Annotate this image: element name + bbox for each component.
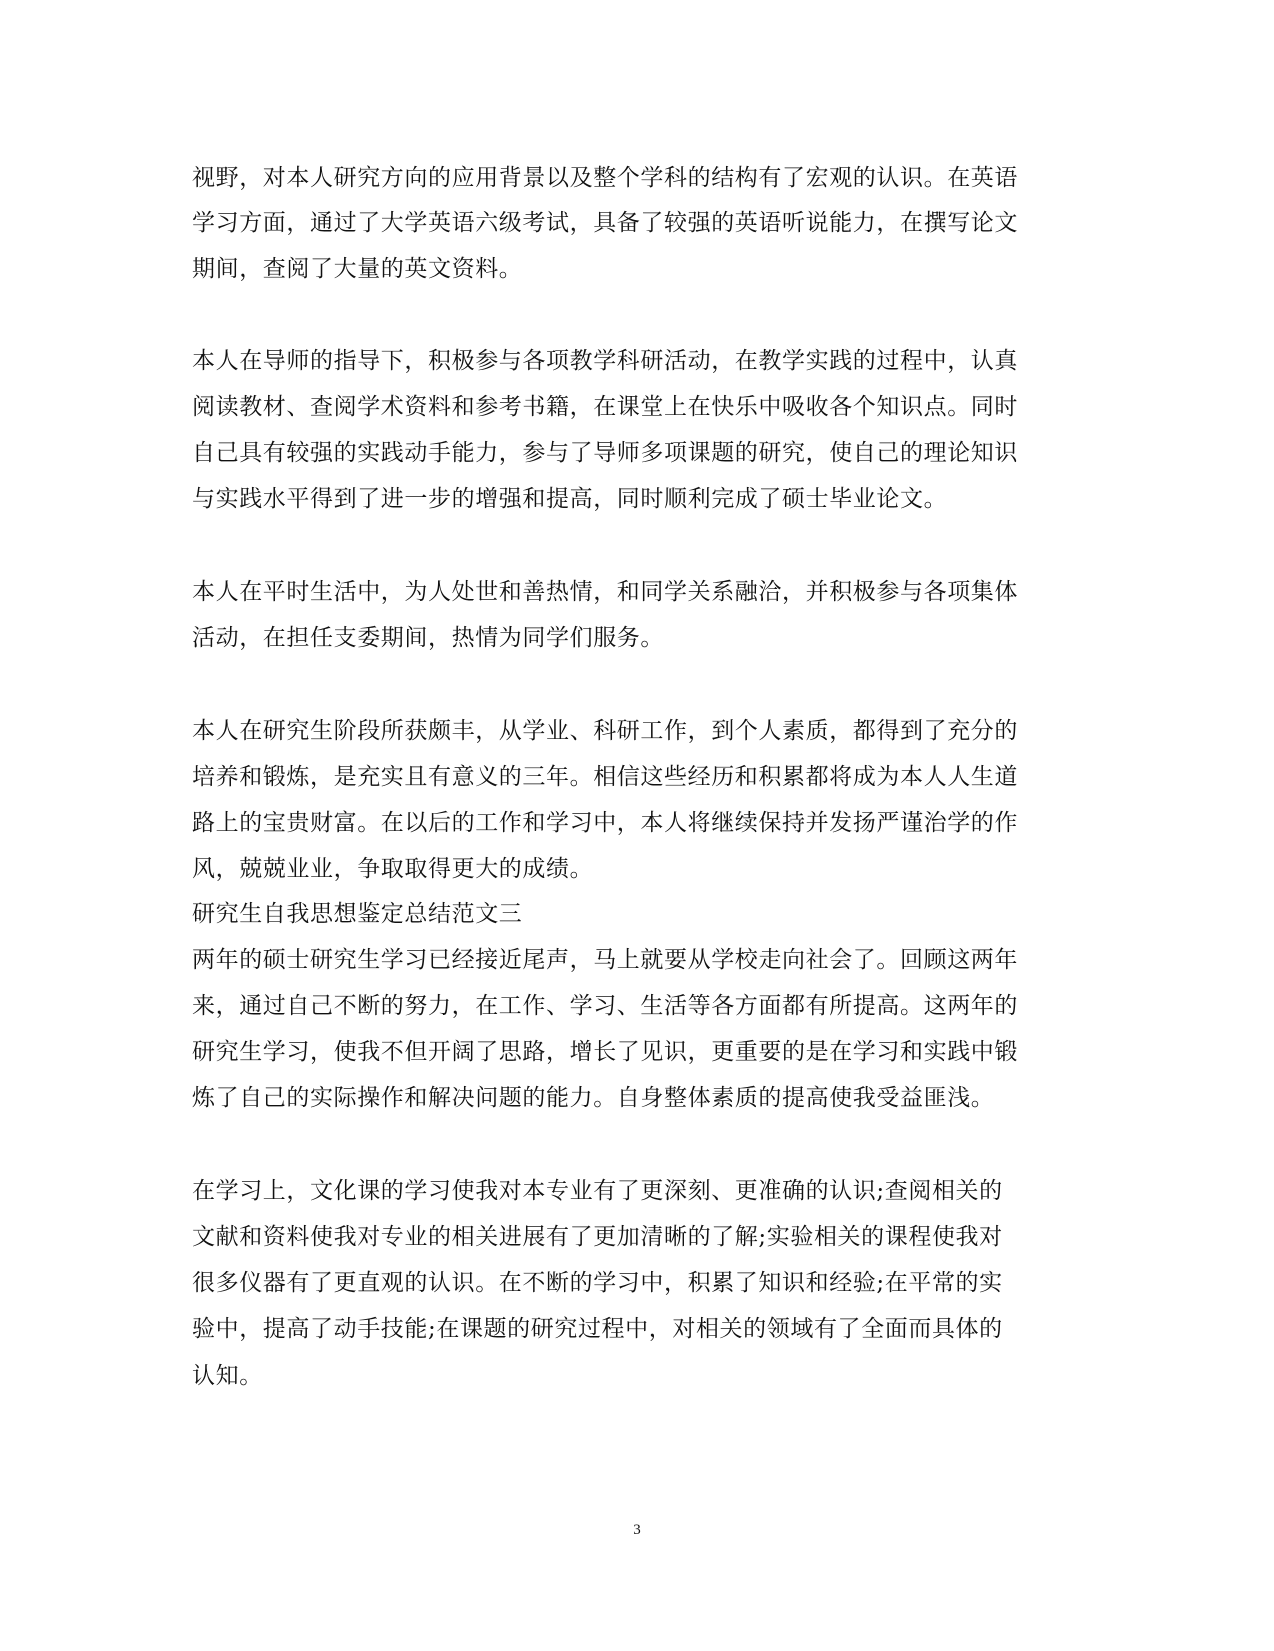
- text-line: 与实践水平得到了进一步的增强和提高，同时顺利完成了硕士毕业论文。: [192, 486, 948, 512]
- text-line: 在学习上，文化课的学习使我对本专业有了更深刻、更准确的认识;查阅相关的: [192, 1178, 1003, 1204]
- text-line: 本人在研究生阶段所获颇丰，从学业、科研工作，到个人素质，都得到了充分的: [192, 718, 1018, 744]
- text-line: 验中，提高了动手技能;在课题的研究过程中，对相关的领域有了全面而具体的: [192, 1316, 1003, 1342]
- text-line: 培养和锻炼，是充实且有意义的三年。相信这些经历和积累都将成为本人人生道: [192, 764, 1018, 790]
- text-line: 本人在导师的指导下，积极参与各项教学科研活动，在教学实践的过程中，认真: [192, 348, 1018, 374]
- text-line: 本人在平时生活中，为人处世和善热情，和同学关系融洽，并积极参与各项集体: [192, 579, 1018, 605]
- text-line: 炼了自己的实际操作和解决问题的能力。自身整体素质的提高使我受益匪浅。: [192, 1085, 995, 1111]
- text-line: 自己具有较强的实践动手能力，参与了导师多项课题的研究，使自己的理论知识: [192, 440, 1018, 466]
- text-line: 两年的硕士研究生学习已经接近尾声，马上就要从学校走向社会了。回顾这两年: [192, 947, 1018, 973]
- text-line: 来，通过自己不断的努力，在工作、学习、生活等各方面都有所提高。这两年的: [192, 993, 1018, 1019]
- section-heading: 研究生自我思想鉴定总结范文三: [192, 901, 523, 927]
- text-line: 阅读教材、查阅学术资料和参考书籍，在课堂上在快乐中吸收各个知识点。同时: [192, 394, 1018, 420]
- text-line: 视野，对本人研究方向的应用背景以及整个学科的结构有了宏观的认识。在英语: [192, 165, 1018, 191]
- text-line: 期间，查阅了大量的英文资料。: [192, 256, 523, 282]
- text-line: 文献和资料使我对专业的相关进展有了更加清晰的了解;实验相关的课程使我对: [192, 1224, 1003, 1250]
- page-number: 3: [633, 1522, 641, 1538]
- text-line: 学习方面，通过了大学英语六级考试，具备了较强的英语听说能力，在撰写论文: [192, 210, 1018, 236]
- text-line: 路上的宝贵财富。在以后的工作和学习中，本人将继续保持并发扬严谨治学的作: [192, 810, 1018, 836]
- text-line: 认知。: [192, 1363, 263, 1389]
- text-line: 很多仪器有了更直观的认识。在不断的学习中，积累了知识和经验;在平常的实: [192, 1270, 1003, 1296]
- text-line: 活动，在担任支委期间，热情为同学们服务。: [192, 625, 664, 651]
- text-line: 风，兢兢业业，争取取得更大的成绩。: [192, 856, 594, 882]
- text-line: 研究生学习，使我不但开阔了思路，增长了见识，更重要的是在学习和实践中锻: [192, 1039, 1018, 1065]
